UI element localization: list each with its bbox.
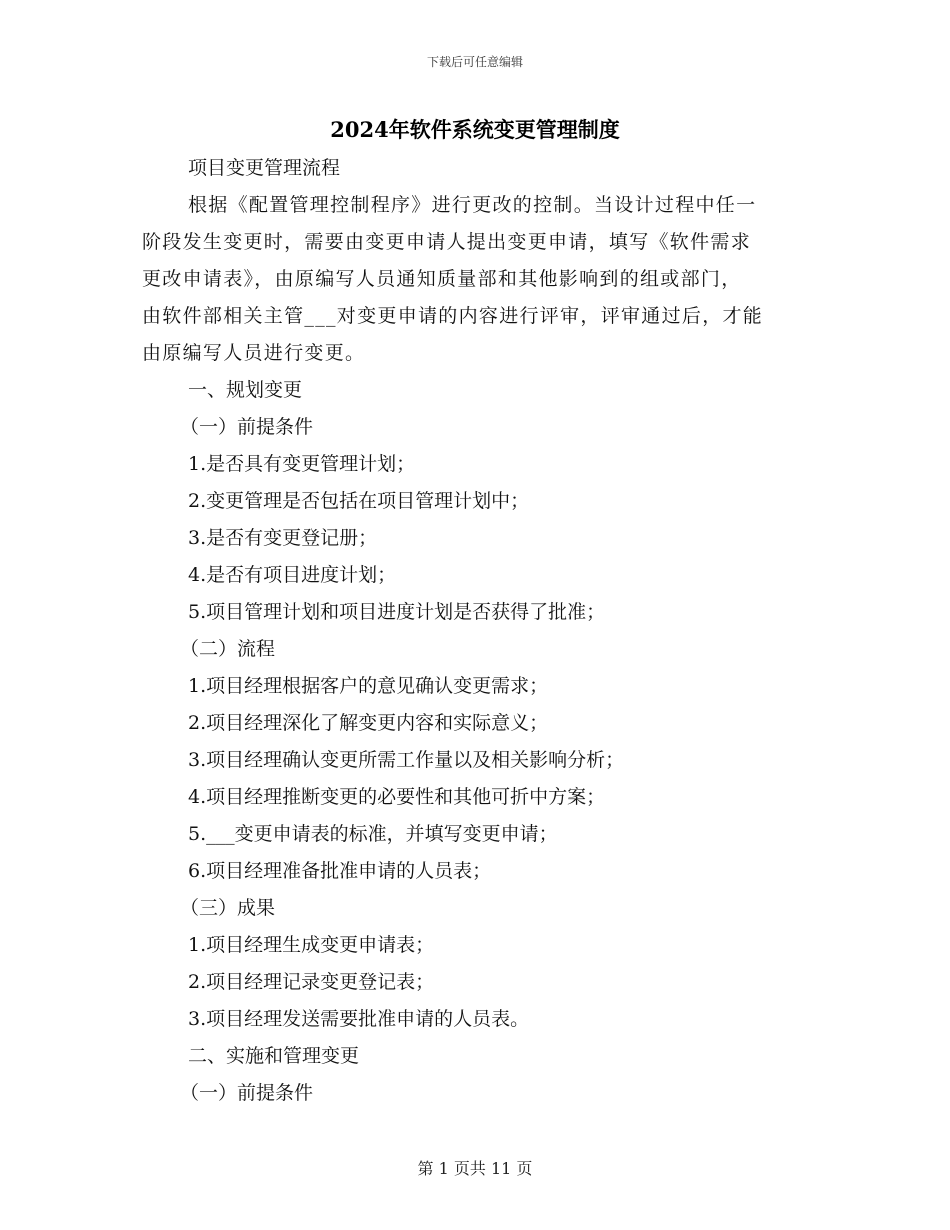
intro-heading: 项目变更管理流程 [188,157,341,179]
list-item: 1.是否具有变更管理计划； [188,453,416,475]
document-title: 2024年软件系统变更管理制度 [330,117,620,142]
paragraph-line: 阶段发生变更时，需要由变更申请人提出变更申请，填写《软件需求 [142,231,752,253]
subsection-heading: （二）流程 [180,638,276,660]
section-heading: 一、规划变更 [188,379,303,401]
list-item: 4.项目经理推断变更的必要性和其他可折中方案； [188,786,606,808]
list-item: 3.项目经理发送需要批准申请的人员表。 [188,1008,530,1030]
subsection-heading: （一）前提条件 [180,1082,314,1104]
paragraph-line: 根据《配置管理控制程序》进行更改的控制。当设计过程中任一 [188,194,757,216]
list-item: 2.项目经理记录变更登记表； [188,971,435,993]
document-body [142,150,808,1112]
list-item: 1.项目经理根据客户的意见确认变更需求； [188,675,549,697]
subsection-heading: （一）前提条件 [180,416,314,438]
list-item: 5.项目管理计划和项目进度计划是否获得了批准； [188,601,606,623]
list-item: 3.项目经理确认变更所需工作量以及相关影响分析； [188,749,625,771]
page-number: 第 1 页共 11 页 [417,1159,533,1178]
subsection-heading: （三）成果 [180,897,276,919]
list-item: 6.项目经理准备批准申请的人员表； [188,860,492,882]
section-heading: 二、实施和管理变更 [188,1045,360,1067]
page-header-note: 下载后可任意编辑 [426,55,523,69]
list-item: 4.是否有项目进度计划； [188,564,397,586]
list-item: 3.是否有变更登记册； [188,527,378,549]
list-item: 1.项目经理生成变更申请表； [188,934,435,956]
paragraph-line: 由软件部相关主管___对变更申请的内容进行评审，评审通过后，才能 [142,305,764,327]
intro-paragraph [142,187,808,372]
paragraph-line: 更改申请表》，由原编写人员通知质量部和其他影响到的组或部门， [142,268,742,290]
list-item: 2.项目经理深化了解变更内容和实际意义； [188,712,549,734]
paragraph-line: 由原编写人员进行变更。 [142,342,366,364]
list-item: 2.变更管理是否包括在项目管理计划中； [188,490,530,512]
list-item: 5.___变更申请表的标准，并填写变更申请； [188,823,558,845]
